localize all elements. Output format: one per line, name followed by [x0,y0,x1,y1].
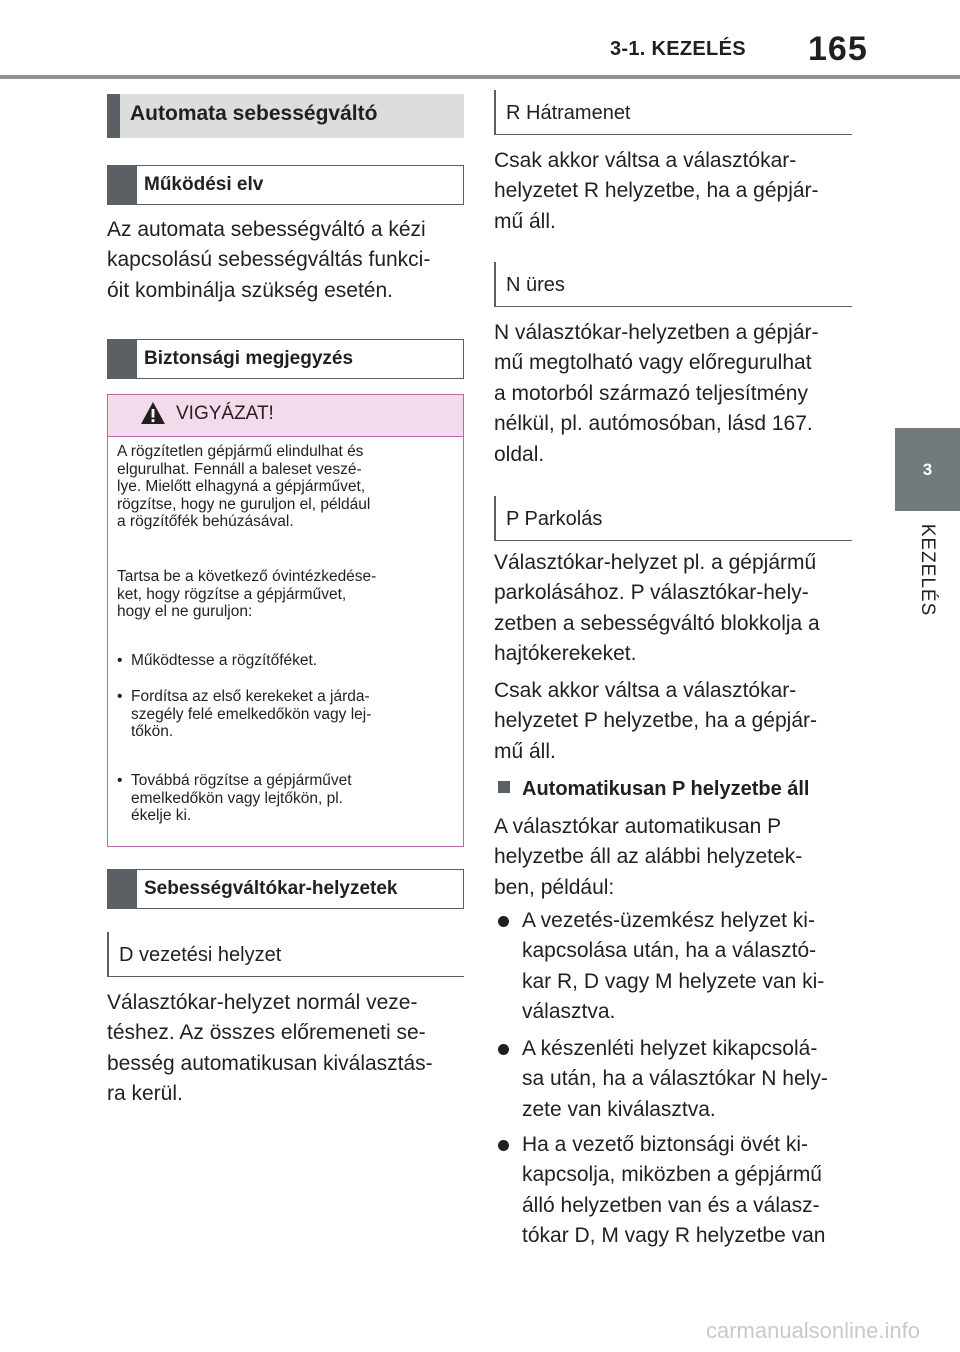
text-line: Fordítsa az első kerekeket a járda- [131,688,370,705]
chapter-number: 3 [922,459,933,479]
warning-triangle-icon [140,401,166,425]
text-line: kapcsolja, miközben a gépjármű [522,1163,822,1187]
text-line: téshez. Az összes előremeneti se- [107,1021,426,1045]
subheading-positions-text: Sebességváltókar-helyzetek [144,878,398,899]
caution-title: VIGYÁZAT! [176,403,274,424]
text-line: Választókar-helyzet pl. a gépjármű [494,551,817,574]
text-line: besség automatikusan kiválasztás- [107,1051,433,1075]
text-line: óit kombinálja szükség esetén. [107,278,393,302]
section-title: 3-1. KEZELÉS [610,38,746,60]
text-line: zetben a sebességváltó blokkolja a [494,611,820,635]
paragraph-n [494,318,852,470]
text-line: elgurulhat. Fennáll a baleset veszé- [117,460,362,478]
text-line: hogy el ne guruljon: [117,603,253,620]
paragraph-p-1 [494,548,852,670]
bullet-dot-icon [498,1044,509,1055]
text-line: zete van kiválasztva. [522,1097,716,1121]
subheading-safety [107,339,464,379]
text-line: ékelje ki. [131,807,192,824]
subsection-heading-text: Automatikusan P helyzetbe áll [522,778,810,800]
text-line: Továbbá rögzítse a gépjárművet [131,772,352,789]
text-line: szegély felé emelkedőkön vagy lej- [131,705,372,723]
heading-d-position [107,932,464,977]
text-line: Működtesse a rögzítőféket. [131,652,318,669]
bullet-dot: • [117,688,123,705]
text-line: álló helyzetben van és a válasz- [522,1193,820,1217]
square-bullet-icon [498,781,510,793]
text-line: a rögzítőfék behúzásával. [117,513,294,530]
text-line: kar R, D vagy M helyzete van ki- [522,969,825,993]
text-line: Csak akkor váltsa a választókar- [494,679,797,702]
text-line: tőkön. [131,723,174,740]
section-heading-text: Automata sebességváltó [130,102,378,125]
section-heading [107,94,464,138]
text-line: N választókar-helyzetben a gépjár- [494,321,819,344]
header-rule [0,75,960,79]
heading-p-position [494,496,852,541]
watermark: carmanualsonline.info [705,1318,920,1343]
bullet-dot-icon [498,916,509,927]
subheading-safety-text: Biztonsági megjegyzés [144,348,354,369]
chapter-tab-label: KEZELÉS [917,523,938,617]
text-line: oldal. [494,442,545,466]
paragraph-p-2 [494,676,852,767]
caution-box [107,394,464,847]
text-line: ket, hogy rögzítse a gépjárművet, [117,585,347,603]
text-line: a motorból származó teljesítmény [494,381,808,405]
paragraph-r [494,146,852,237]
caution-header [108,395,463,437]
subsection-heading-auto-park [498,778,810,801]
chapter-tab [895,428,960,511]
heading-p-text: P Parkolás [506,508,603,530]
text-line: mű áll. [494,209,556,233]
heading-r-position [494,90,852,135]
paragraph-d [107,988,464,1110]
text-line: emelkedőkön vagy lejtőkön, pl. [131,789,343,807]
text-line: helyzetet P helyzetbe, ha a gépjár- [494,709,817,733]
bullet-dot: • [117,652,123,669]
text-line: Az automata sebességváltó a kézi [107,218,426,241]
text-line: A vezetés-üzemkész helyzet ki- [522,909,815,932]
text-line: kapcsolású sebességváltás funkci- [107,248,431,272]
text-line: A rögzítetlen gépjármű elindulhat és [117,443,364,460]
subheading-positions [107,869,464,909]
paragraph-auto-park [494,812,852,903]
bullet-dot: • [117,772,123,789]
text-line: parkolásához. P választókar-hely- [494,581,809,605]
text-line: A választókar automatikusan P [494,815,782,838]
heading-r-text: R Hátramenet [506,102,631,124]
text-line: nélkül, pl. autómosóban, lásd 167. [494,412,813,436]
heading-d-text: D vezetési helyzet [119,944,282,966]
text-line: helyzetet R helyzetbe, ha a gépjár- [494,179,819,203]
text-line: Választókar-helyzet normál veze- [107,991,418,1014]
caution-paragraph-2 [117,568,457,621]
text-line: A készenléti helyzet kikapcsolá- [522,1037,818,1060]
subheading-principle-text: Működési elv [144,174,264,195]
text-line: rögzítse, hogy ne guruljon el, például [117,495,371,513]
text-line: lye. Mielőtt elhagyná a gépjárművet, [117,478,366,495]
text-line: tókar D, M vagy R helyzetbe van [522,1224,826,1248]
text-line: helyzetbe áll az alábbi helyzetek- [494,845,803,869]
text-line: kapcsolása után, ha a választó- [522,939,817,963]
caution-paragraph-1 [117,443,457,531]
text-line: mű áll. [494,739,556,763]
text-line: Tartsa be a következő óvintézkedése- [117,568,377,585]
bullet-dot-icon [498,1140,509,1151]
text-line: Csak akkor váltsa a választókar- [494,149,797,172]
text-line: ben, például: [494,875,615,899]
heading-n-text: N üres [506,274,565,296]
text-line: Ha a vezető biztonsági övét ki- [522,1133,808,1156]
text-line: hajtókerekeket. [494,642,637,666]
text-line: mű megtolható vagy előregurulhat [494,351,812,375]
subheading-principle [107,165,464,205]
text-line: sa után, ha a választókar N hely- [522,1067,828,1091]
paragraph-principle [107,215,464,306]
heading-n-position [494,262,852,307]
text-line: ra kerül. [107,1082,183,1106]
page-number: 165 [808,30,868,68]
text-line: választva. [522,1000,616,1024]
